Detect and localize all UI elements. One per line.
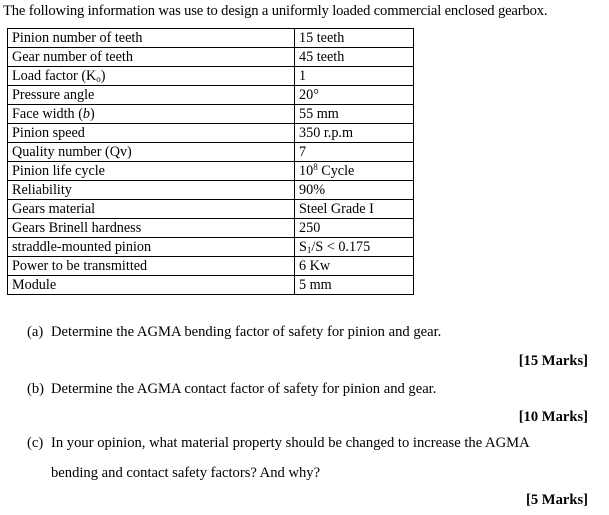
value-cell bbox=[295, 162, 414, 181]
parameter-cell: Pinion number of teeth bbox=[8, 29, 295, 48]
marks-b: [10 Marks] bbox=[518, 409, 588, 425]
value-cell: 6 Kw bbox=[295, 257, 414, 276]
table-row bbox=[8, 48, 414, 67]
table-row bbox=[8, 162, 414, 181]
parameter-cell: Pinion speed bbox=[8, 124, 295, 143]
parameter-cell: Reliability bbox=[8, 181, 295, 200]
marks-c: [5 Marks] bbox=[525, 492, 588, 508]
question-b bbox=[27, 380, 436, 398]
table-row bbox=[8, 67, 414, 86]
table-row bbox=[8, 276, 414, 295]
question-c bbox=[27, 434, 530, 452]
value-cell: 20° bbox=[295, 86, 414, 105]
parameter-cell: straddle-mounted pinion bbox=[8, 238, 295, 257]
question-c-continuation: bending and contact safety factors? And why? bbox=[51, 465, 321, 481]
value-cell: 1 bbox=[295, 67, 414, 86]
table-row bbox=[8, 143, 414, 162]
value-text: S bbox=[299, 238, 307, 255]
parameter-cell: Pinion life cycle bbox=[8, 162, 295, 181]
table-row bbox=[8, 200, 414, 219]
value-cell: 45 teeth bbox=[295, 48, 414, 67]
question-label: (c) bbox=[27, 435, 44, 451]
italic-symbol: b bbox=[82, 105, 91, 122]
specifications-table bbox=[7, 28, 414, 295]
question-a bbox=[27, 323, 441, 341]
value-cell: Steel Grade I bbox=[295, 200, 414, 219]
parameter-text: Load factor (K bbox=[12, 67, 97, 84]
subscript: o bbox=[96, 73, 101, 84]
parameter-text: Face width ( bbox=[12, 105, 83, 122]
parameter-cell: Gears Brinell hardness bbox=[8, 219, 295, 238]
table-row bbox=[8, 29, 414, 48]
parameter-cell: Power to be transmitted bbox=[8, 257, 295, 276]
value-cell: 5 mm bbox=[295, 276, 414, 295]
value-cell: 250 bbox=[295, 219, 414, 238]
question-text: Determine the AGMA contact factor of safety for pinion and gear. bbox=[51, 381, 437, 397]
value-text-tail: Cycle bbox=[317, 162, 355, 179]
question-text: In your opinion, what material property should be changed to increase the AGMA bbox=[51, 435, 530, 451]
table-row bbox=[8, 105, 414, 124]
question-label: (b) bbox=[27, 381, 45, 397]
table-row bbox=[8, 86, 414, 105]
value-text-tail: /S < 0.175 bbox=[311, 238, 371, 255]
intro-text: The following information was use to design a uniformly loaded commercial enclosed gearbox. bbox=[3, 3, 548, 19]
superscript: 8 bbox=[313, 161, 318, 172]
parameter-text-tail: ) bbox=[90, 105, 95, 122]
subscript: 1 bbox=[306, 244, 312, 255]
value-cell: 90% bbox=[295, 181, 414, 200]
table-row bbox=[8, 238, 414, 257]
marks-a: [15 Marks] bbox=[518, 353, 588, 369]
value-cell: 55 mm bbox=[295, 105, 414, 124]
table-row bbox=[8, 257, 414, 276]
table-row bbox=[8, 219, 414, 238]
parameter-cell: Gear number of teeth bbox=[8, 48, 295, 67]
parameter-text-tail: ) bbox=[100, 67, 106, 84]
table-row bbox=[8, 124, 414, 143]
value-text: 10 bbox=[299, 162, 314, 179]
value-cell bbox=[295, 238, 414, 257]
parameter-cell: Module bbox=[8, 276, 295, 295]
parameter-cell bbox=[8, 67, 295, 86]
value-cell: 7 bbox=[295, 143, 414, 162]
question-label: (a) bbox=[27, 324, 44, 340]
question-text: Determine the AGMA bending factor of safety for pinion and gear. bbox=[51, 324, 442, 340]
parameter-cell: Quality number (Qv) bbox=[8, 143, 295, 162]
parameter-cell: Pressure angle bbox=[8, 86, 295, 105]
value-cell: 15 teeth bbox=[295, 29, 414, 48]
table-row bbox=[8, 181, 414, 200]
parameter-cell: Gears material bbox=[8, 200, 295, 219]
value-cell: 350 r.p.m bbox=[295, 124, 414, 143]
parameter-cell bbox=[8, 105, 295, 124]
